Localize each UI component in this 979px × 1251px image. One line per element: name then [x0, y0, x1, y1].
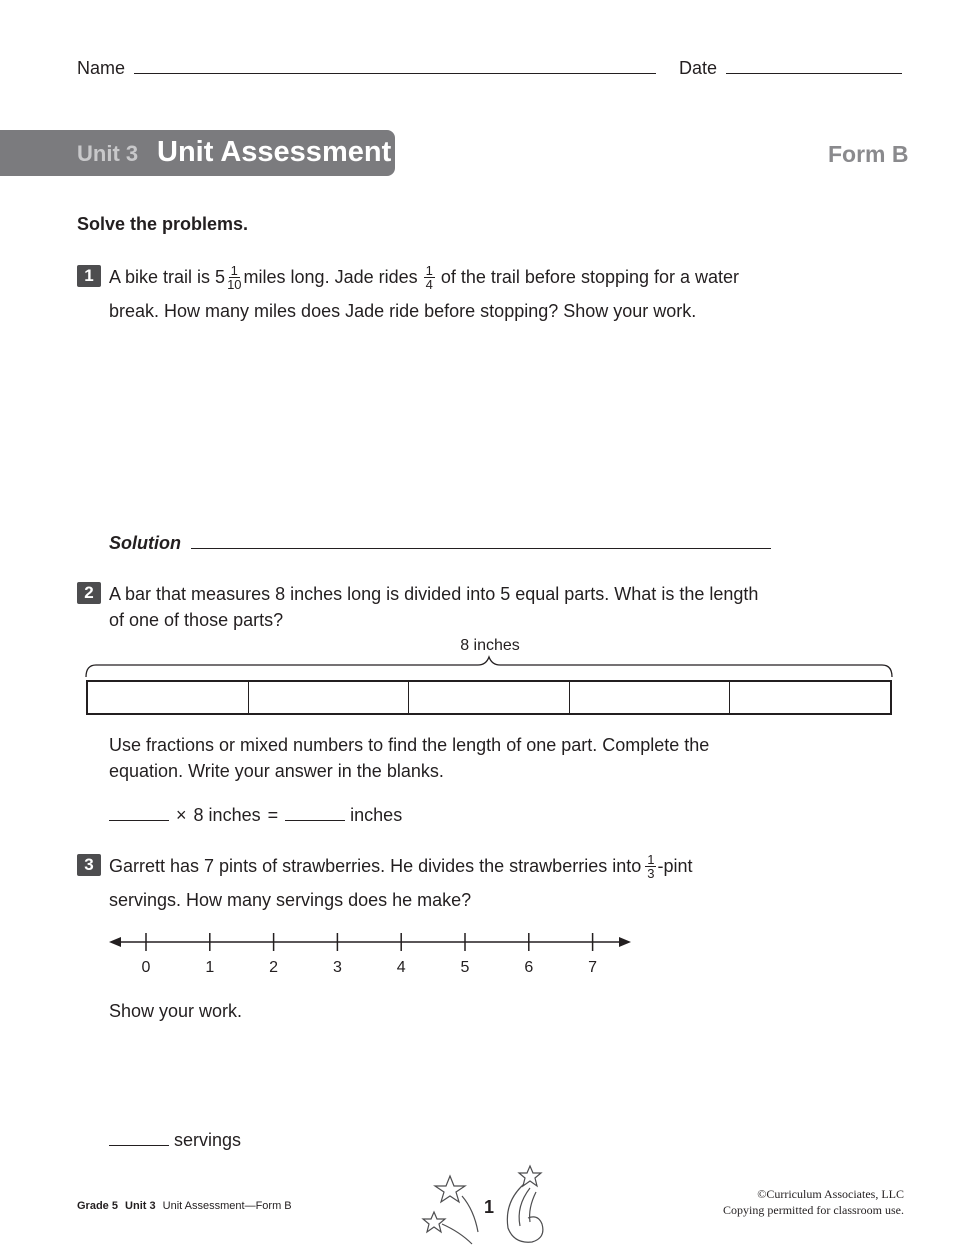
footer-copyright: ©Curriculum Associates, LLC	[757, 1187, 904, 1201]
number-line-label: 5	[460, 959, 470, 976]
equation-blank-2[interactable]	[285, 802, 345, 821]
bar-part	[570, 682, 731, 713]
number-line-label: 0	[141, 959, 151, 976]
unit-label: Unit 3	[77, 141, 139, 166]
equation-blank-1[interactable]	[109, 802, 169, 821]
q3-answer	[109, 1127, 241, 1151]
divided-bar	[86, 680, 892, 715]
bar-part	[249, 682, 410, 713]
times-sign: ×	[176, 805, 187, 825]
servings-label: servings	[174, 1130, 242, 1150]
date-blank[interactable]	[726, 55, 902, 74]
footer-permission: Copying permitted for classroom use.	[723, 1203, 904, 1217]
q3-text-a: Garrett has 7 pints of strawberries. He divides the strawberries into	[109, 856, 642, 876]
q2-instruction-line-2: equation. Write your answer in the blanks.	[109, 761, 444, 781]
page-number: 1	[484, 1197, 495, 1217]
bar-part	[730, 682, 890, 713]
number-line-label: 1	[205, 959, 215, 976]
number-line-label: 3	[332, 959, 342, 976]
question-3-line-1	[109, 849, 692, 883]
page-title: Unit Assessment	[157, 136, 392, 168]
date-field[interactable]	[679, 55, 902, 79]
question-1-line-2: break. How many miles does Jade ride before stopping? Show your work.	[109, 301, 697, 321]
q1-fraction-one-fourth: $\frac{1}{4}$	[425, 262, 433, 292]
number-line	[105, 930, 635, 956]
solution-label: Solution	[109, 533, 181, 553]
q2-instruction-line-1: Use fractions or mixed numbers to find the length of one part. Complete the	[109, 735, 710, 755]
form-label: Form B	[828, 141, 909, 167]
question-2-number: 2	[77, 582, 101, 604]
question-2-line-2: of one of those parts?	[109, 610, 284, 630]
footer-grade: Grade 5	[77, 1200, 118, 1212]
name-label: Name	[77, 58, 126, 78]
instructions: Solve the problems.	[77, 214, 249, 234]
footer-left	[77, 1200, 292, 1212]
number-line-label: 4	[396, 959, 406, 976]
question-1-line-1	[109, 260, 739, 294]
bar-part	[409, 682, 570, 713]
equation-middle: 8 inches	[193, 805, 261, 825]
number-line-label: 2	[269, 959, 279, 976]
q1-text-b: miles long. Jade rides	[243, 267, 418, 287]
q2-equation	[109, 802, 402, 826]
servings-blank[interactable]	[109, 1127, 169, 1146]
number-line-label: 7	[588, 959, 598, 976]
question-3-line-2: servings. How many servings does he make?	[109, 890, 472, 910]
name-blank[interactable]	[134, 55, 656, 74]
footer-title: Unit Assessment—Form B	[162, 1200, 292, 1212]
date-label: Date	[679, 58, 718, 78]
question-1-number: 1	[77, 265, 101, 287]
solution-blank[interactable]	[191, 528, 771, 549]
q1-text-a: A bike trail is 5	[109, 267, 226, 287]
show-work-label: Show your work.	[109, 1001, 243, 1021]
q3-text-b: -pint	[657, 856, 693, 876]
bar-length-label: 8 inches	[460, 637, 520, 654]
q3-fraction-one-third: $\frac{1}{3}$	[647, 851, 655, 881]
equals-sign: =	[267, 805, 279, 825]
name-field[interactable]	[77, 55, 656, 79]
bar-part	[88, 682, 249, 713]
question-3-number: 3	[77, 854, 101, 876]
footer-unit: Unit 3	[125, 1200, 156, 1212]
question-2-line-1: A bar that measures 8 inches long is divided into 5 equal parts. What is the length	[109, 584, 759, 604]
bar-brace	[80, 655, 898, 679]
q1-fraction-one-tenth: $\frac{1}{10}$	[227, 262, 242, 292]
q1-text-c: of the trail before stopping for a water	[440, 267, 740, 287]
number-line-label: 6	[524, 959, 534, 976]
equation-unit: inches	[350, 805, 403, 825]
q1-solution[interactable]	[109, 528, 771, 554]
